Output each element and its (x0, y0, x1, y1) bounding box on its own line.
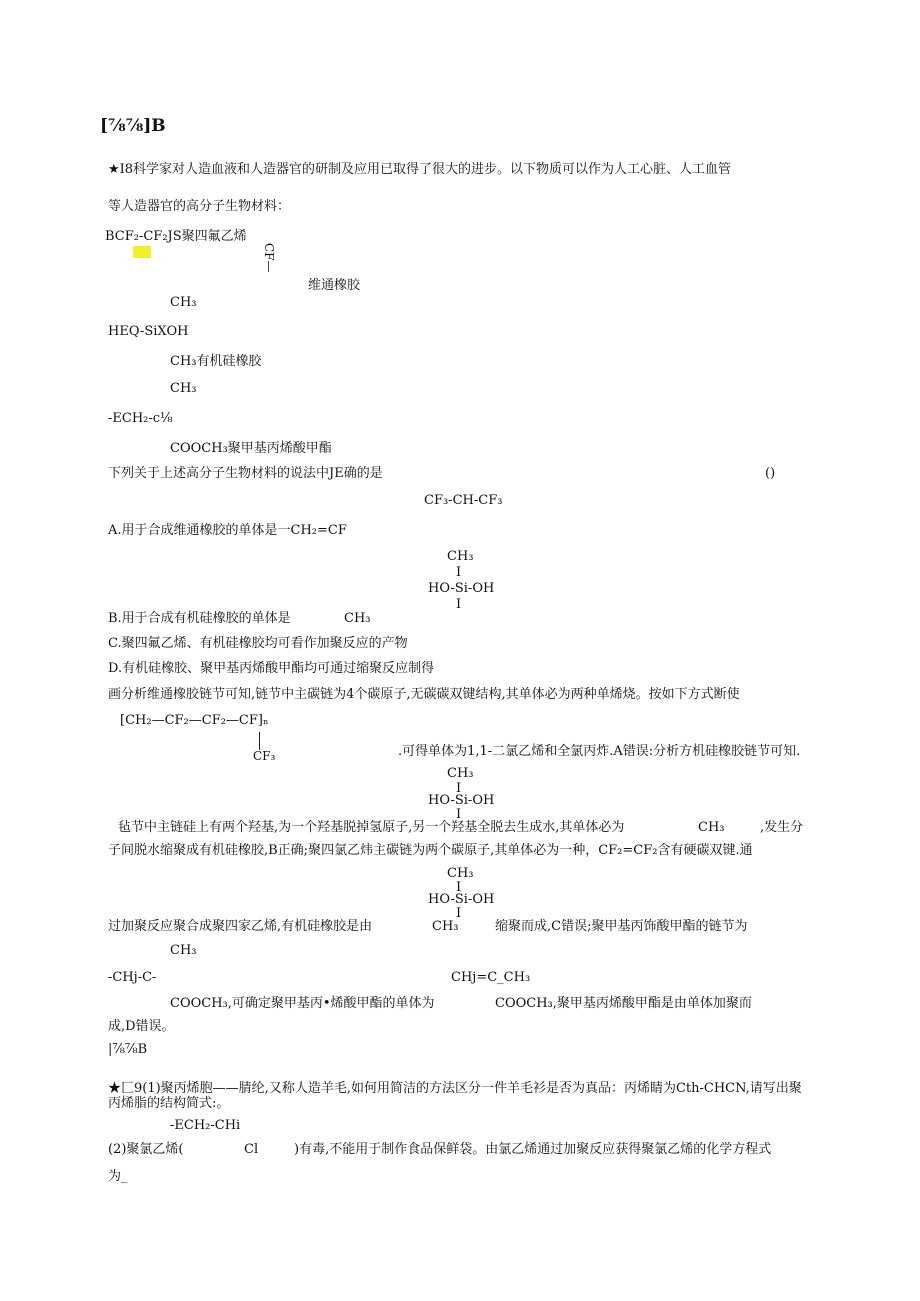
analysis-line-3a: 毡节中主链硅上有两个羟基,为一个羟基脱掉氢原子,另一个羟基全脱去生成水,其单体必为 (118, 820, 625, 835)
q18-option-c: C.聚四氟乙烯、有机硅橡胶均可看作加聚反应的产物 (108, 636, 408, 651)
q18-fluoro-rubber-label: 维通橡胶 (308, 278, 361, 293)
q19-stem-line2: 丙烯脂的结构简式:。 (108, 1096, 230, 1111)
q18-silicone-rubber-label: CH₃有机硅橡胶 (170, 354, 262, 369)
analysis-s2-hosioh: HO-Si-OH (428, 892, 495, 907)
q18-si-hosioh: HO-Si-OH (428, 581, 495, 596)
q18-ch3-a: CH₃ (170, 295, 197, 310)
q18-option-a: A.用于合成维通橡胶的单体是一CH₂=CF (108, 523, 347, 538)
q19-ech2-chi: -ECH₂-CHi (170, 1118, 241, 1133)
q19-part2-cl: Cl (244, 1142, 259, 1157)
analysis-line-2: .可得单体为1,1-二氯乙烯和全氯丙炸.A错误:分析方机硅橡胶链节可知. (398, 744, 801, 759)
analysis-line-5b: 缩聚而成,C错误;聚甲基丙饰酸甲酯的链节为 (495, 919, 748, 934)
analysis-line-6a: COOCH₃,可确定聚甲基丙•烯酸甲酯的单体为 (170, 996, 435, 1011)
chain-structure-label: [CH₂—CF₂—CF₂—CF]ₙ (120, 713, 269, 728)
analysis-line-3-ch3: CH₃ (698, 820, 725, 835)
analysis-line-1: 画分析维通橡胶链节可知,链节中主碳链为4个碳原子,无碳碳双键结构,其单体必为两种单烯烧。按如下方式断使 (108, 687, 740, 702)
analysis-line-3b: ,发生分 (760, 820, 804, 835)
q18-polytetrafluoroethylene: BCF₂-CF₂JS聚四氟乙烯 (105, 229, 247, 244)
analysis-chj-c: -CHj-C- (108, 970, 157, 985)
q18-question: 下列关于上述高分子生物材料的说法中JE确的是 (108, 466, 383, 481)
q19-part2-b: )有毒,不能用于制作食品保鲜袋。由氯乙烯通过加聚反应获得聚氯乙烯的化学方程式 (294, 1142, 772, 1157)
q18-si-bond: I (456, 565, 462, 580)
fluoro-rubber-chain-structure (120, 712, 290, 762)
analysis-line-6b: COOCH₃,聚甲基丙烯酸甲酯是由单体加聚而 (495, 996, 752, 1011)
q18-stem-line1: ★I8科学家对人造血液和人造器官的研制及应用已取得了很大的进步。以下物质可以作为人工心脏、人工血管 (108, 162, 732, 177)
q18-cf-rotated: CF— (262, 243, 276, 273)
header-answer-code: [⅞⅞]B (100, 116, 166, 136)
chain-cf3-branch: CF₃ (253, 749, 276, 763)
analysis-line-7: 成,D错误。 (108, 1019, 175, 1034)
q18-si-bond-2: I (456, 597, 462, 612)
q18-ech2: -ECH₂-c⅛ (108, 411, 173, 426)
q18-si-ch3: CH₃ (447, 549, 474, 564)
q19-part2-a: (2)聚氯乙烯( (108, 1142, 184, 1157)
answer-mark: |⅞⅞B (108, 1042, 148, 1057)
q18-stem-line2: 等人造器官的高分子生物材料： (108, 199, 291, 214)
q18-option-d: D.有机硅橡胶、聚甲基丙烯酸甲酯均可通过缩聚反应制得 (108, 661, 435, 676)
analysis-line-4: 子间脱水缩聚成有机硅橡胶,B正确;聚四氯乙炜主碳链为两个碳原子,其单体必为一种，CF₂=CF₂含有硬碳双键.通 (108, 843, 753, 858)
q18-option-b-ch3: CH₃ (344, 611, 371, 626)
analysis-s1-ch3: CH₃ (447, 766, 474, 781)
q18-silicone-formula: HEQ-SiXOH (108, 324, 189, 339)
analysis-ch3-c: CH₃ (170, 943, 197, 958)
q18-ch3-b: CH₃ (170, 381, 197, 396)
q18-answer-paren: () (765, 466, 776, 481)
analysis-s1-bond: I (456, 781, 462, 796)
q18-pmma-label: COOCH₃聚甲基丙烯酸甲酯 (170, 441, 332, 456)
analysis-line-5-ch3: CH₃ (432, 919, 459, 934)
analysis-s1-bond-2: I (456, 807, 462, 822)
q19-part2-c: 为_ (108, 1169, 128, 1184)
highlight-mark (133, 246, 151, 258)
analysis-monomer-formula: CHj=C_CH₃ (451, 970, 531, 985)
analysis-line-5a: 过加聚反应聚合成聚四家乙烯,有机硅橡胶是由 (108, 919, 373, 934)
analysis-s2-bond: I (456, 880, 462, 895)
q18-option-b: B.用于合成有机硅橡胶的单体是 (108, 611, 291, 626)
analysis-s1-hosioh: HO-Si-OH (428, 793, 495, 808)
q18-cf3-chain: CF₃-CH-CF₃ (424, 493, 503, 508)
chain-branch-bond (259, 732, 260, 750)
q19-stem-line1: ★匚9(1)聚丙烯胞——腈纶,又称人造羊毛,如何用简洁的方法区分一件羊毛衫是否为真品：丙烯睛为Cth-CHCN,请写出聚 (108, 1081, 802, 1096)
analysis-s2-ch3: CH₃ (447, 866, 474, 881)
analysis-s2-bond-2: I (456, 906, 462, 921)
